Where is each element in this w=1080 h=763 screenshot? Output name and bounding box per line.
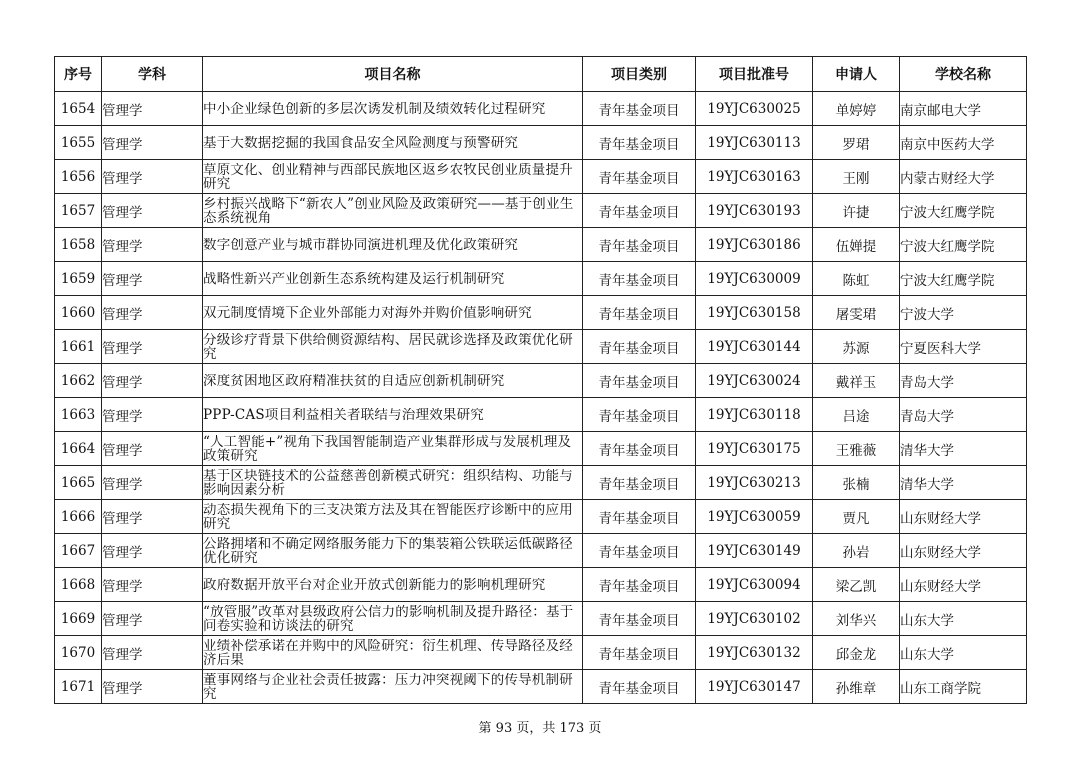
cell-approval-number: 19YJC630102	[696, 602, 813, 636]
cell-project-category: 青年基金项目	[583, 432, 696, 466]
cell-index: 1668	[55, 568, 102, 602]
cell-project-category: 青年基金项目	[583, 126, 696, 160]
cell-school: 宁波大红鹰学院	[900, 194, 1027, 228]
cell-index: 1661	[55, 330, 102, 364]
cell-project-name	[203, 228, 583, 262]
cell-project-category: 青年基金项目	[583, 194, 696, 228]
cell-applicant: 吕途	[813, 398, 900, 432]
cell-discipline: 管理学	[102, 296, 203, 330]
table-row	[55, 228, 1027, 262]
cell-applicant: 王刚	[813, 160, 900, 194]
cell-school: 青岛大学	[900, 364, 1027, 398]
project-name-text: 动态损失视角下的三支决策方法及其在智能医疗诊断中的应用研究	[203, 502, 573, 531]
cell-discipline: 管理学	[102, 160, 203, 194]
cell-project-category: 青年基金项目	[583, 568, 696, 602]
project-name-text: 深度贫困地区政府精准扶贫的自适应创新机制研究	[203, 373, 505, 388]
project-table	[54, 56, 1027, 704]
project-name-text: 中小企业绿色创新的多层次诱发机制及绩效转化过程研究	[203, 101, 546, 116]
project-name-text: PPP-CAS项目利益相关者联结与治理效果研究	[203, 407, 485, 422]
cell-applicant: 邱金龙	[813, 636, 900, 670]
cell-approval-number: 19YJC630144	[696, 330, 813, 364]
cell-applicant: 贾凡	[813, 500, 900, 534]
cell-project-name	[203, 126, 583, 160]
cell-index: 1666	[55, 500, 102, 534]
cell-index: 1667	[55, 534, 102, 568]
cell-project-category: 青年基金项目	[583, 670, 696, 704]
cell-school: 南京邮电大学	[900, 92, 1027, 126]
project-name-text: 战略性新兴产业创新生态系统构建及运行机制研究	[203, 271, 505, 286]
cell-school: 山东大学	[900, 602, 1027, 636]
table-row	[55, 194, 1027, 228]
table-row	[55, 636, 1027, 670]
project-name-text: 基于大数据挖掘的我国食品安全风险测度与预警研究	[203, 135, 519, 150]
project-name-text: 政府数据开放平台对企业开放式创新能力的影响机理研究	[203, 577, 546, 592]
cell-approval-number: 19YJC630132	[696, 636, 813, 670]
header-index: 序号	[55, 57, 102, 92]
cell-project-category: 青年基金项目	[583, 330, 696, 364]
header-project-name: 项目名称	[203, 57, 583, 92]
cell-project-category: 青年基金项目	[583, 534, 696, 568]
cell-project-category: 青年基金项目	[583, 296, 696, 330]
cell-approval-number: 19YJC630059	[696, 500, 813, 534]
cell-project-name	[203, 194, 583, 228]
cell-project-name	[203, 296, 583, 330]
cell-approval-number: 19YJC630024	[696, 364, 813, 398]
table-row	[55, 364, 1027, 398]
header-school: 学校名称	[900, 57, 1027, 92]
table-row	[55, 296, 1027, 330]
header-project-category: 项目类别	[583, 57, 696, 92]
cell-approval-number: 19YJC630094	[696, 568, 813, 602]
cell-project-category: 青年基金项目	[583, 602, 696, 636]
table-row	[55, 670, 1027, 704]
cell-index: 1662	[55, 364, 102, 398]
cell-discipline: 管理学	[102, 228, 203, 262]
project-name-text: 董事网络与企业社会责任披露：压力冲突视阈下的传导机制研究	[203, 672, 573, 701]
cell-approval-number: 19YJC630147	[696, 670, 813, 704]
header-approval-number: 项目批准号	[696, 57, 813, 92]
cell-project-name	[203, 466, 583, 500]
cell-applicant: 刘华兴	[813, 602, 900, 636]
cell-school: 宁波大红鹰学院	[900, 228, 1027, 262]
cell-applicant: 伍婵提	[813, 228, 900, 262]
cell-school: 青岛大学	[900, 398, 1027, 432]
cell-applicant: 罗珺	[813, 126, 900, 160]
project-name-text: 乡村振兴战略下“新农人”创业风险及政策研究——基于创业生态系统视角	[203, 196, 574, 225]
cell-index: 1659	[55, 262, 102, 296]
cell-project-name	[203, 568, 583, 602]
cell-applicant: 梁乙凯	[813, 568, 900, 602]
cell-index: 1670	[55, 636, 102, 670]
cell-project-name	[203, 330, 583, 364]
cell-approval-number: 19YJC630025	[696, 92, 813, 126]
cell-project-category: 青年基金项目	[583, 262, 696, 296]
cell-index: 1665	[55, 466, 102, 500]
cell-discipline: 管理学	[102, 500, 203, 534]
table-row	[55, 500, 1027, 534]
cell-discipline: 管理学	[102, 466, 203, 500]
cell-discipline: 管理学	[102, 330, 203, 364]
cell-applicant: 张楠	[813, 466, 900, 500]
cell-project-name	[203, 92, 583, 126]
cell-discipline: 管理学	[102, 534, 203, 568]
cell-discipline: 管理学	[102, 262, 203, 296]
project-name-text: “放管服”改革对县级政府公信力的影响机制及提升路径：基于问卷实验和访谈法的研究	[203, 604, 574, 633]
cell-school: 宁波大学	[900, 296, 1027, 330]
cell-project-name	[203, 534, 583, 568]
table-row	[55, 568, 1027, 602]
cell-project-name	[203, 160, 583, 194]
cell-school: 宁夏医科大学	[900, 330, 1027, 364]
cell-approval-number: 19YJC630186	[696, 228, 813, 262]
table-header-row	[55, 57, 1027, 92]
table-row	[55, 398, 1027, 432]
cell-project-category: 青年基金项目	[583, 500, 696, 534]
header-applicant: 申请人	[813, 57, 900, 92]
project-name-text: 业绩补偿承诺在并购中的风险研究：衍生机理、传导路径及经济后果	[203, 638, 573, 667]
table-row	[55, 534, 1027, 568]
table-row	[55, 602, 1027, 636]
cell-index: 1663	[55, 398, 102, 432]
project-name-text: 数字创意产业与城市群协同演进机理及优化政策研究	[203, 237, 519, 252]
cell-discipline: 管理学	[102, 602, 203, 636]
cell-school: 内蒙古财经大学	[900, 160, 1027, 194]
cell-index: 1658	[55, 228, 102, 262]
cell-index: 1657	[55, 194, 102, 228]
project-name-text: 分级诊疗背景下供给侧资源结构、居民就诊选择及政策优化研究	[203, 332, 573, 361]
project-name-text: 公路拥堵和不确定网络服务能力下的集装箱公铁联运低碳路径优化研究	[203, 536, 573, 565]
table-row	[55, 432, 1027, 466]
cell-project-name	[203, 636, 583, 670]
cell-applicant: 单婷婷	[813, 92, 900, 126]
cell-index: 1671	[55, 670, 102, 704]
cell-project-category: 青年基金项目	[583, 636, 696, 670]
cell-school: 清华大学	[900, 432, 1027, 466]
cell-index: 1660	[55, 296, 102, 330]
cell-index: 1664	[55, 432, 102, 466]
cell-applicant: 孙岩	[813, 534, 900, 568]
cell-project-name	[203, 398, 583, 432]
cell-school: 山东大学	[900, 636, 1027, 670]
cell-project-category: 青年基金项目	[583, 228, 696, 262]
cell-school: 山东财经大学	[900, 500, 1027, 534]
cell-applicant: 戴祥玉	[813, 364, 900, 398]
cell-approval-number: 19YJC630213	[696, 466, 813, 500]
project-name-text: 双元制度情境下企业外部能力对海外并购价值影响研究	[203, 305, 532, 320]
cell-school: 南京中医药大学	[900, 126, 1027, 160]
table-row	[55, 330, 1027, 364]
cell-approval-number: 19YJC630158	[696, 296, 813, 330]
cell-discipline: 管理学	[102, 126, 203, 160]
cell-approval-number: 19YJC630175	[696, 432, 813, 466]
cell-project-category: 青年基金项目	[583, 92, 696, 126]
cell-project-name	[203, 500, 583, 534]
cell-discipline: 管理学	[102, 364, 203, 398]
cell-project-category: 青年基金项目	[583, 364, 696, 398]
cell-discipline: 管理学	[102, 670, 203, 704]
cell-project-name	[203, 602, 583, 636]
cell-discipline: 管理学	[102, 92, 203, 126]
cell-approval-number: 19YJC630163	[696, 160, 813, 194]
project-name-text: 草原文化、创业精神与西部民族地区返乡农牧民创业质量提升研究	[203, 162, 573, 191]
cell-approval-number: 19YJC630149	[696, 534, 813, 568]
cell-index: 1655	[55, 126, 102, 160]
cell-project-category: 青年基金项目	[583, 160, 696, 194]
cell-project-category: 青年基金项目	[583, 466, 696, 500]
table-row	[55, 262, 1027, 296]
cell-school: 清华大学	[900, 466, 1027, 500]
cell-applicant: 王雅薇	[813, 432, 900, 466]
header-discipline: 学科	[102, 57, 203, 92]
cell-applicant: 孙维章	[813, 670, 900, 704]
cell-applicant: 许捷	[813, 194, 900, 228]
cell-school: 宁波大红鹰学院	[900, 262, 1027, 296]
cell-approval-number: 19YJC630193	[696, 194, 813, 228]
cell-project-category: 青年基金项目	[583, 398, 696, 432]
cell-school: 山东工商学院	[900, 670, 1027, 704]
cell-index: 1654	[55, 92, 102, 126]
cell-school: 山东财经大学	[900, 568, 1027, 602]
cell-discipline: 管理学	[102, 398, 203, 432]
cell-discipline: 管理学	[102, 194, 203, 228]
cell-approval-number: 19YJC630113	[696, 126, 813, 160]
cell-project-name	[203, 364, 583, 398]
cell-applicant: 陈虹	[813, 262, 900, 296]
project-name-text: 基于区块链技术的公益慈善创新模式研究：组织结构、功能与影响因素分析	[203, 468, 573, 497]
cell-project-name	[203, 262, 583, 296]
page-footer: 第 93 页，共 173 页	[478, 721, 602, 736]
cell-school: 山东财经大学	[900, 534, 1027, 568]
cell-applicant: 屠雯珺	[813, 296, 900, 330]
cell-discipline: 管理学	[102, 432, 203, 466]
cell-index: 1656	[55, 160, 102, 194]
table-row	[55, 126, 1027, 160]
cell-project-name	[203, 670, 583, 704]
cell-applicant: 苏源	[813, 330, 900, 364]
table-row	[55, 92, 1027, 126]
cell-discipline: 管理学	[102, 568, 203, 602]
cell-project-name	[203, 432, 583, 466]
table-row	[55, 160, 1027, 194]
cell-discipline: 管理学	[102, 636, 203, 670]
project-name-text: “人工智能+”视角下我国智能制造产业集群形成与发展机理及政策研究	[203, 434, 572, 463]
table-row	[55, 466, 1027, 500]
cell-approval-number: 19YJC630009	[696, 262, 813, 296]
cell-approval-number: 19YJC630118	[696, 398, 813, 432]
cell-index: 1669	[55, 602, 102, 636]
